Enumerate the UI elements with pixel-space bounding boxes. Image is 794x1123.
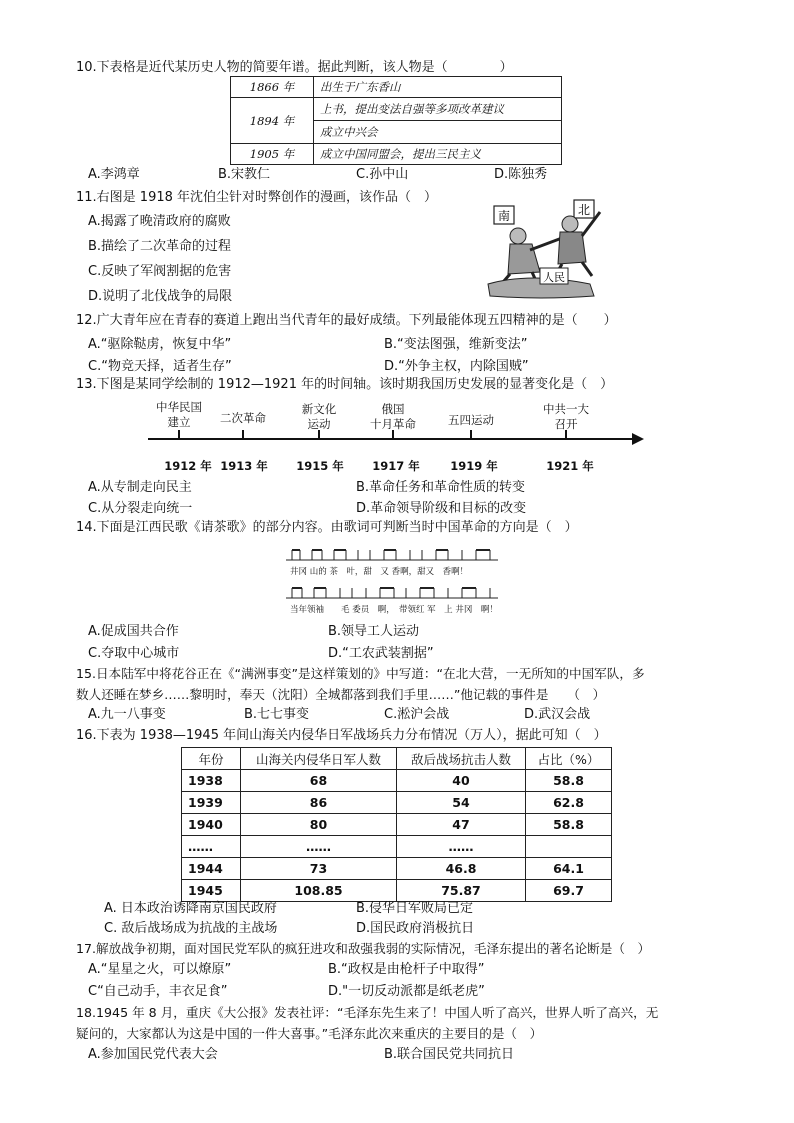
table-row: …… …… …… [182, 836, 612, 858]
q15-option-b[interactable]: B.七七事变 [244, 707, 310, 722]
timeline-year: 1913 年 [220, 459, 268, 473]
q14-option-a[interactable]: A.促成国共合作 [88, 624, 179, 639]
q11-cartoon-image [470, 192, 620, 304]
q14-option-c[interactable]: C.夺取中心城市 [88, 646, 180, 661]
q12-stem: 12.广大青年应在青春的赛道上跑出当代青年的最好成绩。下列最能体现五四精神的是（ ） [76, 313, 617, 328]
q16-option-d[interactable]: D.国民政府消极抗日 [356, 921, 475, 936]
table-header: 年份 [182, 748, 241, 770]
timeline-year: 1912 年 [164, 459, 212, 473]
cartoon-label-north: 北 [577, 203, 591, 217]
chron-event: 成立中国同盟会，提出三民主义 [314, 144, 562, 165]
chron-year: 1894 年 [231, 98, 314, 144]
lyric-line-2: 当年领袖 毛 委员 啊， 带领红 军 上 井冈 啊！ [290, 605, 498, 615]
q16-option-b[interactable]: B.侵华日军败局已定 [356, 901, 474, 916]
table-header: 山海关内侵华日军人数 [241, 748, 397, 770]
q18-option-b[interactable]: B.联合国民党共同抗日 [384, 1047, 515, 1062]
q11-option-a[interactable]: A.揭露了晚清政府的腐败 [88, 214, 231, 229]
chron-event: 成立中兴会 [314, 121, 562, 144]
q14-option-b[interactable]: B.领导工人运动 [328, 624, 420, 639]
score-line-2-notes [286, 584, 498, 602]
q13-option-b[interactable]: B.革命任务和革命性质的转变 [356, 480, 526, 495]
q18-stem-line-2: 疑问的，大家都认为这是中国的一件大喜事。”毛泽东此次来重庆的主要目的是（ ） [76, 1026, 543, 1041]
q11-option-c[interactable]: C.反映了军阀割据的危害 [88, 264, 232, 279]
timeline-year: 1917 年 [372, 459, 420, 473]
q17-stem: 17.解放战争初期，面对国民党军队的疯狂进攻和敌强我弱的实际情况，毛泽东提出的著名论断是（ ） [76, 941, 651, 956]
score-line-1-notes [286, 546, 498, 564]
q14-option-d[interactable]: D.“工农武装割据” [328, 646, 434, 661]
q16-option-c[interactable]: C. 敌后战场成为抗战的主战场 [104, 921, 278, 936]
q13-option-d[interactable]: D.革命领导阶级和目标的改变 [356, 501, 527, 516]
q11-option-b[interactable]: B.描绘了二次革命的过程 [88, 239, 232, 254]
timeline-year: 1915 年 [296, 459, 344, 473]
q13-option-a[interactable]: A.从专制走向民主 [88, 480, 192, 495]
chron-event: 上书，提出变法自强等多项改革建议 [314, 98, 562, 121]
q15-option-c[interactable]: C.淞沪会战 [384, 707, 450, 722]
table-row: 1939 86 54 62.8 [182, 792, 612, 814]
timeline-event: 中华民国 建立 [156, 400, 202, 429]
q12-option-b[interactable]: B.“变法图强，维新变法” [384, 337, 528, 352]
q11-option-d[interactable]: D.说明了北伐战争的局限 [88, 289, 233, 304]
q17-option-c[interactable]: C“自己动手，丰衣足食” [88, 984, 228, 999]
lyric-line-1: 井冈 山的 茶 叶，甜 又 香啊，甜又 香啊！ [290, 567, 469, 577]
q17-option-d[interactable]: D."一切反动派都是纸老虎” [328, 984, 485, 999]
q10-option-a[interactable]: A.李鸿章 [88, 167, 140, 182]
q12-option-a[interactable]: A.“驱除鞑虏，恢复中华” [88, 337, 232, 352]
chron-event: 出生于广东香山 [314, 77, 562, 98]
cartoon-label-people: 人民 [543, 271, 565, 284]
q12-option-c[interactable]: C.“物竞天择，适者生存” [88, 359, 232, 374]
q16-troop-table [181, 747, 612, 902]
q10-option-c[interactable]: C.孙中山 [356, 167, 409, 182]
timeline-year: 1919 年 [450, 459, 498, 473]
q17-option-a[interactable]: A.“星星之火，可以燎原” [88, 962, 232, 977]
q15-stem-line-2: 数人还睡在梦乡……黎明时，奉天（沈阳）全城都落到我们手里……”他记载的事件是 （ ） [76, 687, 606, 702]
q15-option-a[interactable]: A.九一八事变 [88, 707, 166, 722]
q14-stem: 14.下面是江西民歌《请茶歌》的部分内容。由歌词可判断当时中国革命的方向是（ ） [76, 520, 578, 535]
q11-stem: 11.右图是 1918 年沈伯尘针对时弊创作的漫画，该作品（ ） [76, 190, 438, 205]
timeline-event: 二次革命 [220, 411, 266, 425]
chron-year: 1905 年 [231, 144, 314, 165]
q10-option-d[interactable]: D.陈独秀 [494, 167, 548, 182]
q18-option-a[interactable]: A.参加国民党代表大会 [88, 1047, 218, 1062]
table-row: 1938 68 40 58.8 [182, 770, 612, 792]
q15-option-d[interactable]: D.武汉会战 [524, 707, 591, 722]
timeline-event: 俄国 十月革命 [370, 402, 416, 431]
q10-stem: 10.下表格是近代某历史人物的简要年谱。据此判断，该人物是（ ） [76, 60, 513, 75]
timeline-event: 中共一大 召开 [543, 402, 589, 431]
timeline-event: 五四运动 [448, 413, 494, 427]
timeline-arrow-icon [632, 433, 644, 445]
chron-year: 1866 年 [231, 77, 314, 98]
q13-stem: 13.下图是某同学绘制的 1912—1921 年的时间轴。该时期我国历史发展的显著变化是（ ） [76, 377, 614, 392]
timeline-year: 1921 年 [546, 459, 594, 473]
timeline-event: 新文化 运动 [301, 402, 337, 431]
table-row: 1940 80 47 58.8 [182, 814, 612, 836]
q10-option-b[interactable]: B.宋教仁 [218, 167, 271, 182]
table-row: 1945 108.85 75.87 69.7 [182, 880, 612, 902]
q18-stem-line-1: 18.1945 年 8 月，重庆《大公报》发表社评：“毛泽东先生来了！中国人听了高兴，世界人听了高兴，无 [76, 1005, 659, 1020]
q16-option-a[interactable]: A. 日本政治诱降南京国民政府 [104, 901, 277, 916]
table-row: 1944 73 46.8 64.1 [182, 858, 612, 880]
q16-stem: 16.下表为 1938—1945 年间山海关内侵华日军战场兵力分布情况（万人），据此可知（ ） [76, 728, 607, 743]
cartoon-label-south: 南 [497, 209, 511, 223]
q12-option-d[interactable]: D.“外争主权，内除国贼” [384, 359, 529, 374]
q10-chronology-table [230, 76, 562, 165]
q13-option-c[interactable]: C.从分裂走向统一 [88, 501, 193, 516]
table-header: 占比（%） [526, 748, 612, 770]
table-header: 敌后战场抗击人数 [397, 748, 526, 770]
q15-stem-line-1: 15.日本陆军中将花谷正在《“满洲事变”是这样策划的》中写道：“在北大营，一无所知的中国军队，多 [76, 666, 645, 681]
q17-option-b[interactable]: B.“政权是由枪杆子中取得” [328, 962, 485, 977]
